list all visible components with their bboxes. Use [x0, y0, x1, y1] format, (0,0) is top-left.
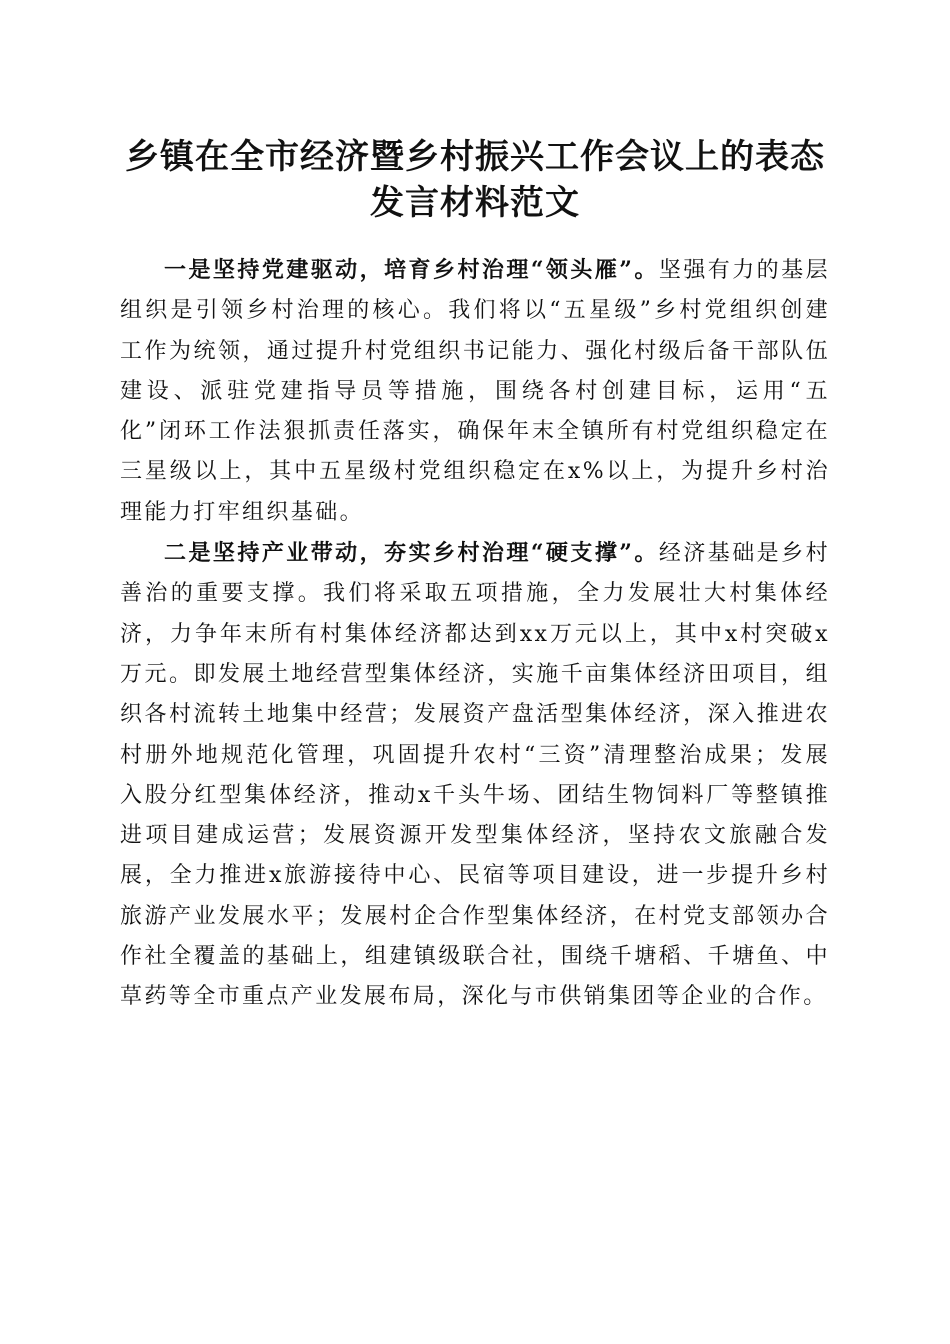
title-line-2: 发言材料范文: [370, 183, 580, 223]
paragraph-1-lead: 一是坚持党建驱动，培育乡村治理“领头雁”。: [164, 257, 659, 283]
paragraph-1: [120, 250, 830, 533]
document-title: [100, 134, 850, 226]
paragraph-1-text: 坚强有力的基层组织是引领乡村治理的核心。我们将以“五星级”乡村党组织创建工作为统领，通过提升村党组织书记能力、强化村级后备干部队伍建设、派驻党建指导员等措施，围绕各村创建目标，运用“五化”闭环工作法狠抓责任落实，确保年末全镇所有村党组织稳定在三星级以上，其中五星级村党组织稳定在x%以上，为提升乡村治理能力打牢组织基础。: [120, 258, 830, 525]
paragraph-2-lead: 二是坚持产业带动，夯实乡村治理“硬支撑”。: [164, 540, 659, 567]
paragraph-2: [120, 533, 830, 1018]
title-line-1: 乡镇在全市经济暨乡村振兴工作会议上的表态: [125, 137, 825, 177]
document-body: [120, 250, 830, 1018]
paragraph-2-text: 经济基础是乡村善治的重要支撑。我们将采取五项措施，全力发展壮大村集体经济，力争年末所有村集体经济都达到xx万元以上，其中x村突破x万元。即发展土地经营型集体经济，实施千亩集体经济田项目，组织各村流转土地集中经营；发展资产盘活型集体经济，深入推进农村册外地规范化管理，巩固提升农村“三资”清理整治成果；发展入股分红型集体经济，推动x千头牛场、团结生物饲料厂等整镇推进项目建成运营；发展资源开发型集体经济，坚持农文旅融合发展，全力推进x旅游接待中心、民宿等项目建设，进一步提升乡村旅游产业发展水平；发展村企合作型集体经济，在村党支部领办合作社全覆盖的基础上，组建镇级联合社，围绕千塘稻、千塘鱼、中草药等全市重点产业发展布局，深化与市供销集团等企业的合作。: [120, 541, 830, 1010]
